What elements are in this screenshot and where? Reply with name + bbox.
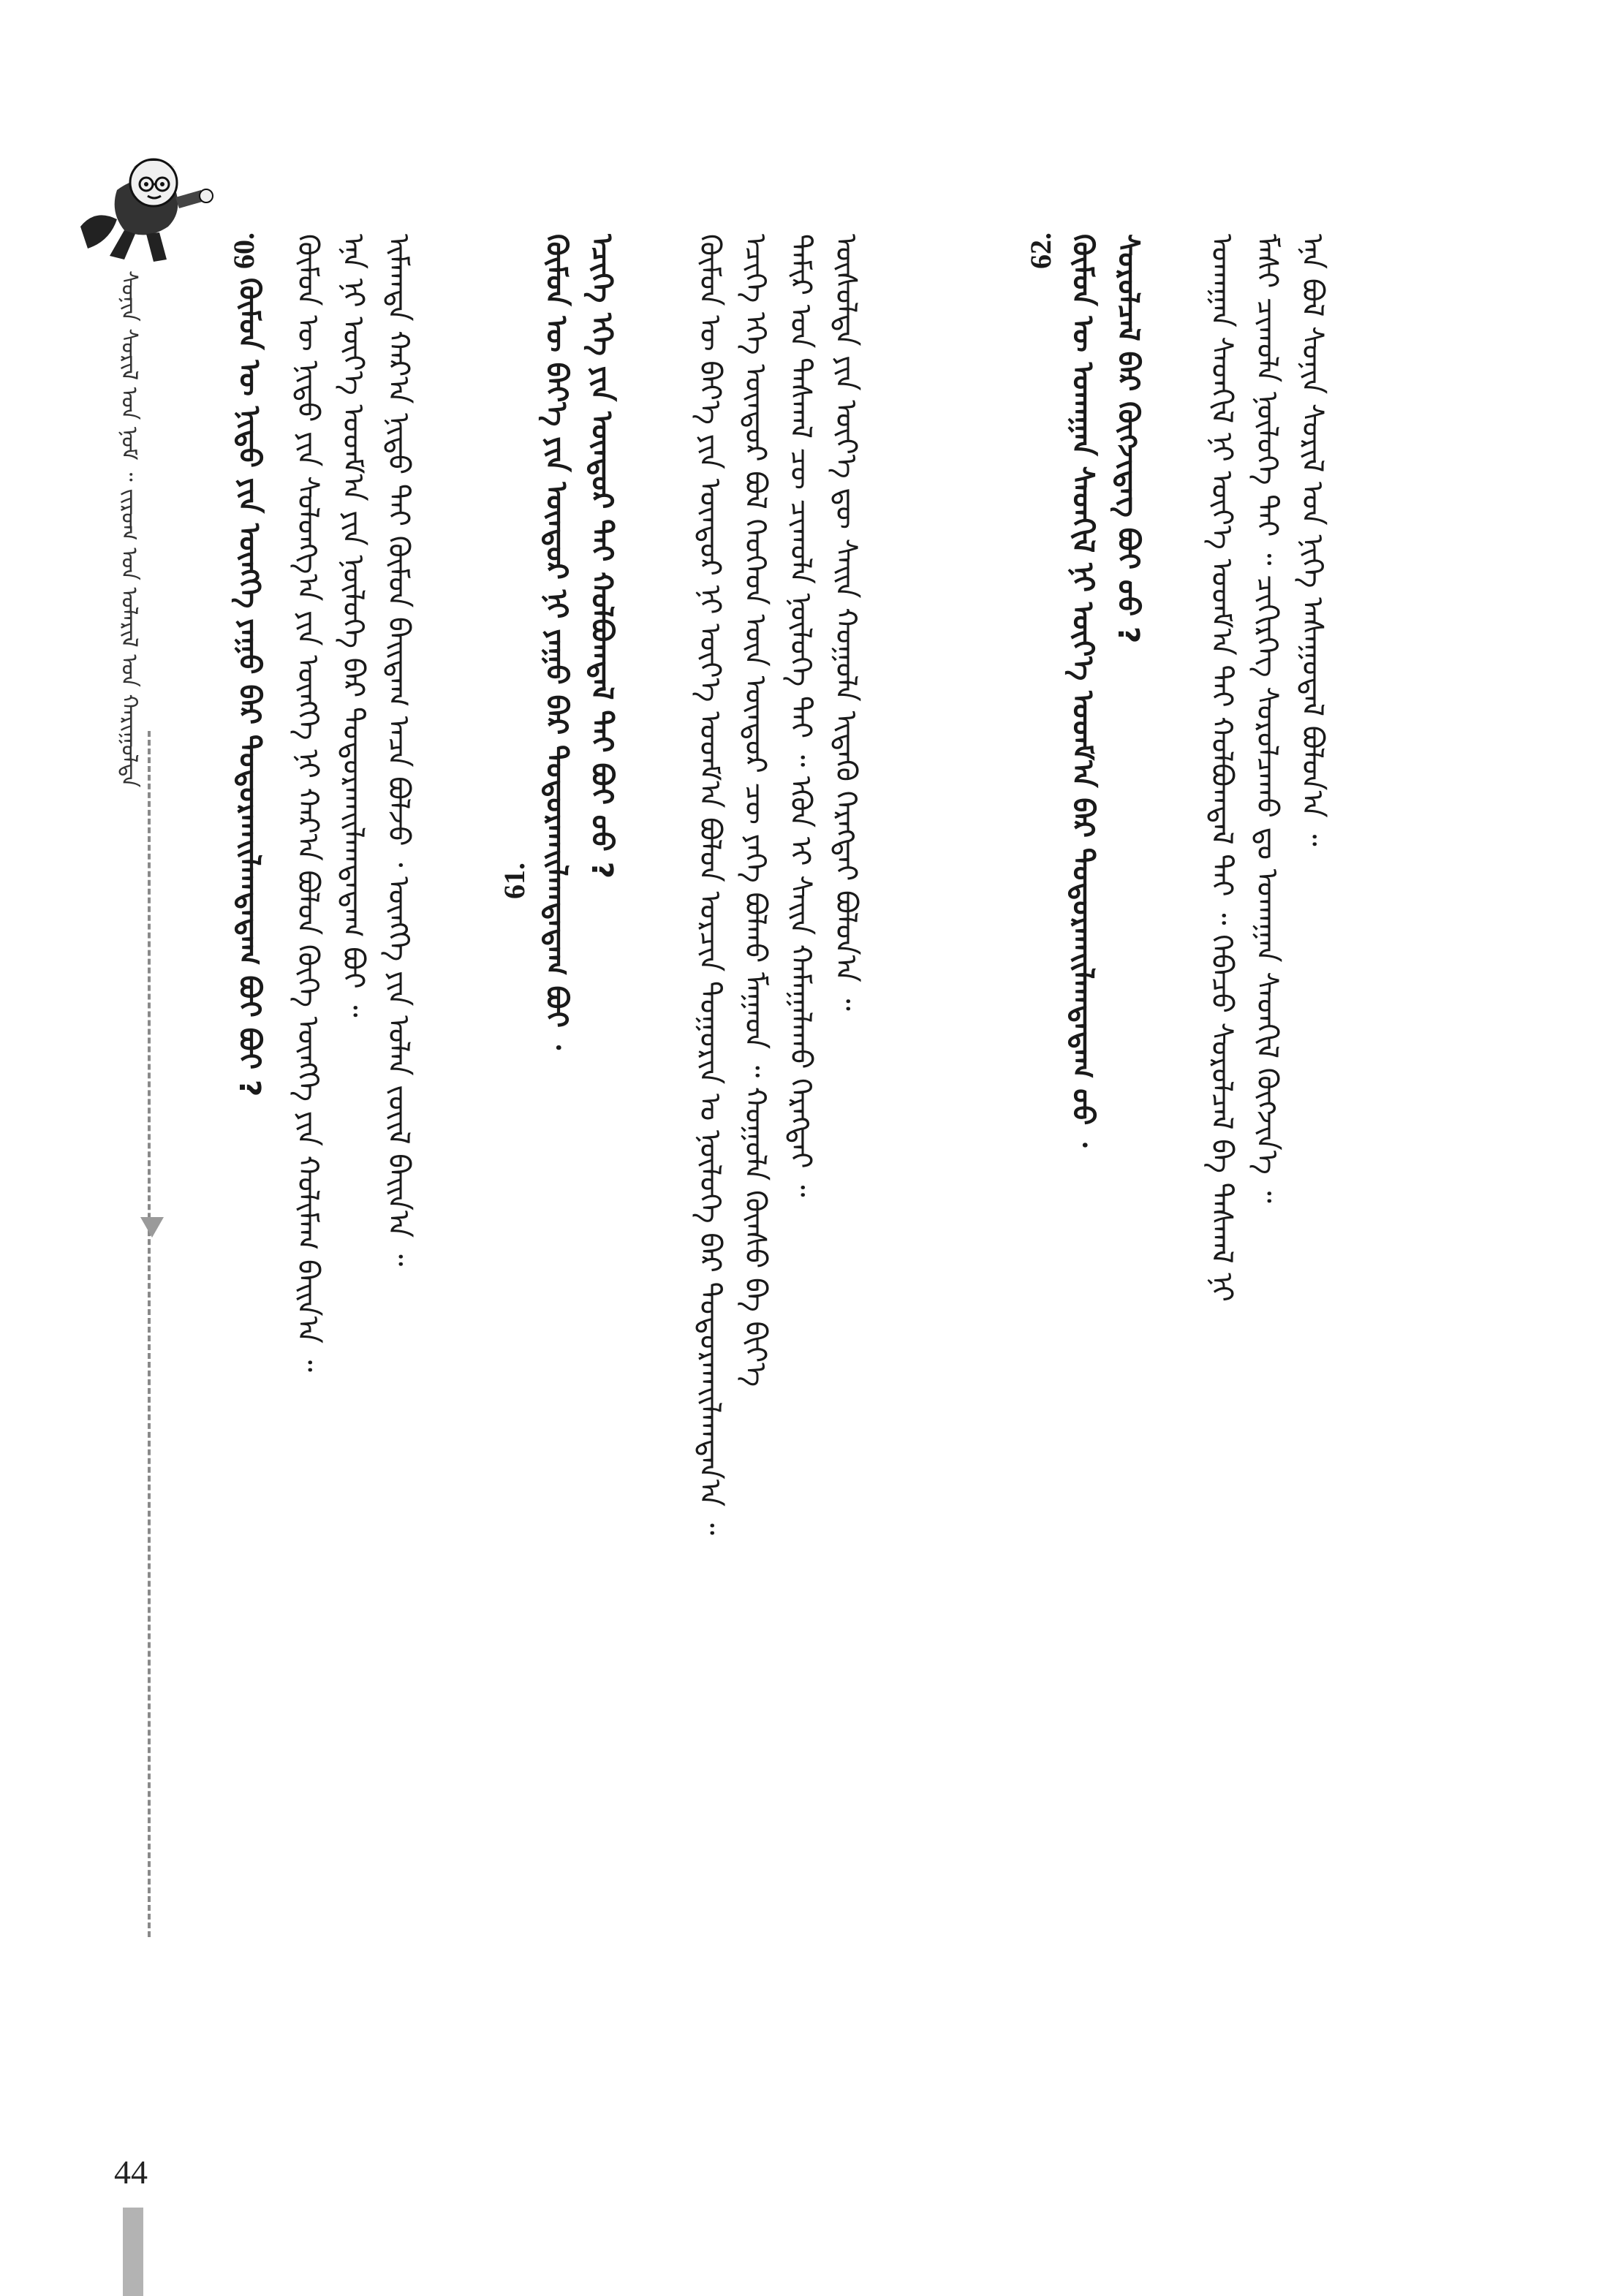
question-number-62: 62. [1024,232,1057,269]
triangle-marker-icon [140,1217,164,1238]
answer-62-line-1: ᠤᠬᠠᠭᠠᠨ ᠰᠡᠳᠬᠢᠯ ᠨᠢ ᠦᠶ᠎ᠡ ᠤᠳᠮ᠎ᠠ ᠲᠠᠢ ᠬᠣᠯᠪᠣᠭᠳᠠᠯ ᠲᠠᠢ ᠃ ᠭᠡᠪᠡᠴᠦ ᠰᠤᠷᠤᠯᠴᠠᠯ ᠪᠠ ᠳᠠᠰᠬᠠᠯ ᠨᠢ [1205,234,1238,1302]
answer-60-line-2: ᠡᠨᠡ ᠨᠢ ᠦᠶ᠎ᠡ ᠤᠳᠮ᠎ᠠ ᠶᠢᠨ ᠨᠥᠯᠥᠭᠡ ᠪᠡᠷ ᠲᠣᠳᠣᠷᠬᠠᠢᠯᠠᠭᠳᠠᠳᠠᠭ ᠪᠤᠢ ᠃ [336,234,370,1018]
question-62-line-1: ᠬᠦᠮᠦᠨ ᠦ ᠤᠬᠠᠭᠠᠨ ᠰᠡᠳᠬᠢᠯ ᠨᠢ ᠦᠶ᠎ᠡ ᠤᠳᠮ᠎ᠠ ᠪᠠᠷ ᠲᠣᠳᠣᠷᠬᠠᠢᠯᠠᠭᠳᠠᠳᠠᠭ ᠤᠤ ᠂ [1066,234,1100,1148]
answer-61-text [687,234,950,2120]
question-number-60: 60. [227,232,260,269]
answer-61-line-1: ᠬᠦᠮᠦᠨ ᠦ ᠪᠡᠶ᠎ᠡ ᠶᠢᠨ ᠥᠨᠳᠥᠷ ᠨᠢ ᠦᠶ᠎ᠡ ᠤᠳᠮ᠎ᠠ ᠪᠣᠯᠣᠨ ᠣᠷᠴᠢᠨ ᠲᠣᠭᠣᠷᠢᠨ ᠤ ᠨᠥᠯᠥᠭᠡ ᠪᠡᠷ ᠲᠣᠳᠣᠷᠬᠠᠢᠯᠠᠭᠳᠠᠨ᠎ᠠ ᠃ [693,234,727,1536]
answer-61-line-3: ᠲᠠᠮᠢᠷ ᠤᠨ ᠳᠠᠰᠬᠠᠯ ᠴᠦ ᠴᠢᠬᠤᠯᠠ ᠨᠥᠯᠥᠭᠡ ᠲᠠᠢ ᠃ ᠡᠭᠦᠨ ᠢ ᠰᠠᠢᠨ ᠬᠠᠮᠠᠭᠠᠯᠠᠬᠤ ᠬᠡᠷᠡᠭᠲᠡᠢ ᠃ [784,234,817,1197]
page-edge-tab [123,2208,143,2296]
question-60-text [227,278,272,2105]
question-number-61: 61. [498,863,531,899]
question-60-line-1: ᠬᠦᠮᠦᠨ ᠦ ᠨᠢᠳᠦ ᠶᠢᠨ ᠥᠩᠭᠡ ᠶᠠᠭᠤ ᠪᠡᠷ ᠲᠣᠳᠣᠷᠬᠠᠢᠯᠠᠭᠳᠠᠳᠠᠭ ᠪᠤᠢ ᠪᠤᠢ ? [232,278,266,1097]
question-62-line-2: ᠰᠤᠷᠤᠯᠴᠠᠯ ᠪᠠᠷ ᠬᠥᠭᠵᠢᠳᠡᠭ ᠪᠤᠢ ᠤᠤ ? [1111,234,1145,644]
question-61-text [534,234,658,2120]
answer-62-text [1199,234,1418,2120]
running-head: ᠰᠣᠨᠢᠨ ᠰᠣᠷᠢᠯ ᠤᠨ ᠨᠣᠮ ᠃ ᠵᠢᠷᠤᠭ ᠤᠨ ᠤᠯᠠᠷᠢᠯ ᠤᠨ ᠬᠠᠷᠢᠭᠤᠯᠲᠠ [116,270,142,788]
question-61-line-2: ᠡᠴᠢᠭᠡ ᠡᠬᠡ ᠶᠢᠨ ᠥᠨᠳᠥᠷ ᠲᠡᠢ ᠬᠣᠯᠪᠣᠭᠳᠠᠯ ᠲᠠᠢ ᠪᠤᠢ ᠤᠤ ? [585,234,618,879]
answer-61-line-4: ᠥᠰᠦᠯᠲᠡ ᠶᠢᠨ ᠦᠶ᠎ᠡ ᠳᠦ ᠰᠠᠢᠨ ᠬᠣᠭᠣᠯᠠ ᠢᠳᠡᠬᠦ ᠬᠡᠷᠡᠭᠲᠡᠢ ᠪᠣᠯᠤᠨ᠎ᠠ ᠃ [829,234,863,1011]
question-62-text [1060,234,1170,2120]
answer-61-line-2: ᠡᠴᠢᠭᠡ ᠡᠬᠡ ᠥᠨᠳᠥᠷ ᠪᠣᠯ ᠬᠡᠦᠬᠡᠳ ᠦᠨ ᠥᠨᠳᠥᠷ ᠴᠦ ᠶᠡᠬᠡ ᠪᠣᠯᠬᠤ ᠮᠠᠭᠠᠳ ᠃ ᠬᠣᠭᠣᠯᠠ ᠬᠦᠨᠰᠦ ᠪᠠ ᠪᠢᠶ᠎ᠡ [738,234,772,1387]
answer-60-line-3: ᠢᠮᠠᠭᠳᠠ ᠬᠠᠷ᠎ᠠ ᠨᠢᠳᠦ ᠲᠠᠢ ᠬᠦᠮᠦᠨ ᠪᠠᠢᠳᠠᠭ ᠠᠴᠠ ᠪᠣᠯᠵᠤ ᠂ ᠥᠩᠭᠡ ᠶᠢᠨ ᠣᠯᠠᠨ ᠵᠦᠢᠯ ᠪᠠᠢᠨ᠎ᠠ ᠃ [382,234,415,1267]
running-head-divider [148,731,151,1937]
answer-62-line-3: ᠡᠨᠡ ᠪᠣᠯ ᠰᠣᠨᠢᠨ ᠰᠣᠷᠢᠯ ᠤᠨ ᠨᠢᠭᠡ ᠠᠰᠠᠭᠤᠳᠠᠯ ᠪᠣᠯᠤᠨ᠎ᠠ ᠃ [1295,234,1329,846]
answer-62-line-2: ᠮᠠᠰᠢ ᠴᠢᠬᠤᠯᠠ ᠨᠥᠯᠥᠭᠡ ᠲᠠᠢ ᠃ ᠴᠢᠬᠢᠷᠬᠡᠭ ᠰᠤᠷᠤᠯᠴᠠᠬᠤ ᠳᠤ ᠤᠬᠠᠭᠠᠨ ᠰᠡᠳᠬᠢᠯ ᠬᠥᠭᠵᠢᠨ᠎ᠡ ᠃ [1250,234,1284,1203]
question-61-line-1: ᠬᠦᠮᠦᠨ ᠦ ᠪᠡᠶ᠎ᠡ ᠶᠢᠨ ᠥᠨᠳᠥᠷ ᠨᠢ ᠶᠠᠭᠤ ᠪᠡᠷ ᠲᠣᠳᠣᠷᠬᠠᠢᠯᠠᠭᠳᠠᠳᠠᠭ ᠪᠤᠢ ᠂ [540,234,573,1050]
page-number: 44 [114,2153,148,2191]
answer-60-text [285,234,453,2120]
answer-60-line-1: ᠬᠦᠮᠦᠨ ᠦ ᠨᠢᠳᠦ ᠶᠢᠨ ᠰᠣᠯᠣᠩᠭ᠎ᠠ ᠶᠢᠨ ᠥᠩᠭᠡ ᠨᠢ ᠬᠠᠷ᠎ᠠ ᠪᠣᠯᠤᠨ ᠬᠥᠬᠡ ᠥᠩᠭᠡ ᠶᠢᠨ ᠬᠣᠯᠢᠮᠠᠭ ᠪᠠᠢᠨ᠎ᠠ ᠃ [291,234,325,1372]
mascot-illustration [66,139,227,270]
